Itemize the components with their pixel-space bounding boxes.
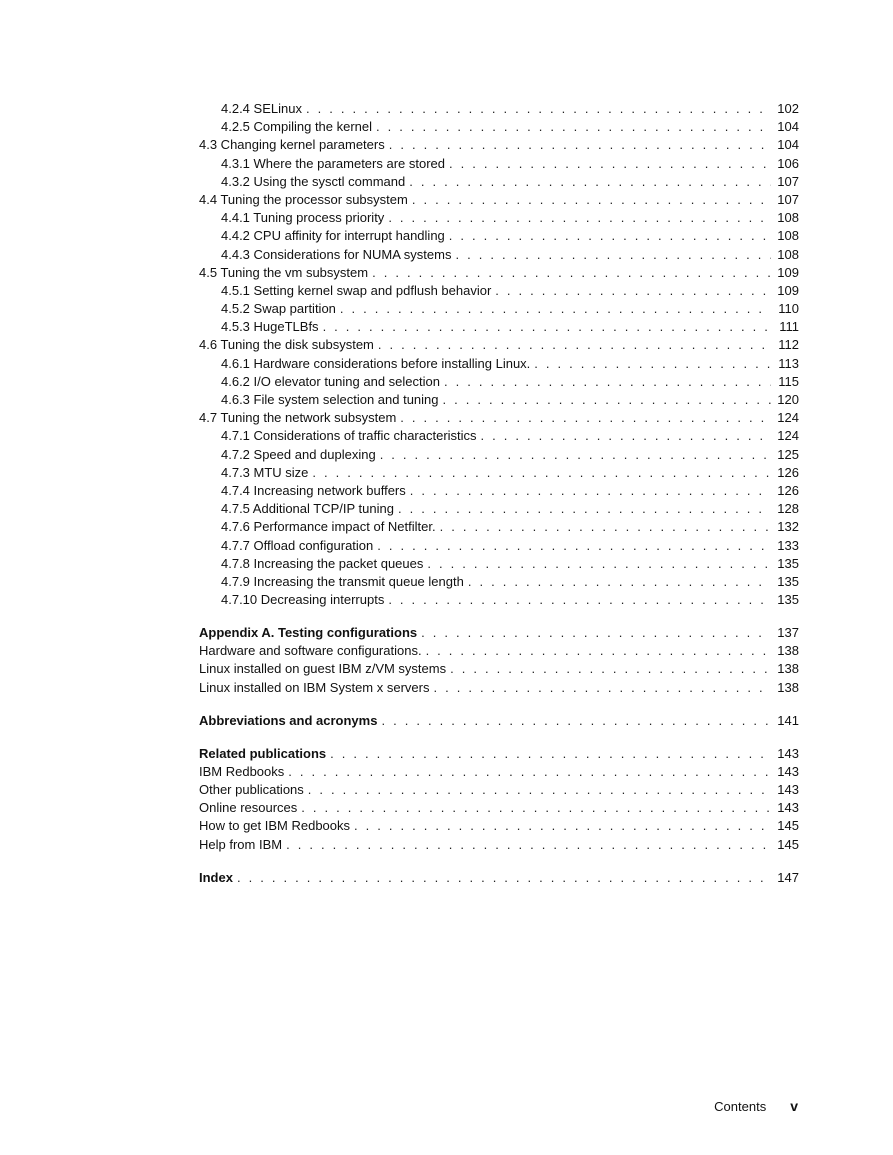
toc-entry[interactable] xyxy=(199,264,799,282)
toc-entry[interactable] xyxy=(199,355,799,373)
toc-entry-page: 138 xyxy=(777,643,799,659)
toc-entry-title: Linux installed on IBM System x servers xyxy=(199,679,430,695)
toc-entry-title: 4.6 Tuning the disk subsystem xyxy=(199,337,374,353)
toc-entry-title: 4.3.2 Using the sysctl command xyxy=(221,173,406,189)
toc-entry[interactable] xyxy=(199,781,799,799)
toc-entry[interactable] xyxy=(199,173,799,191)
toc-entry[interactable] xyxy=(199,246,799,264)
toc-entry[interactable] xyxy=(199,282,799,300)
toc-entry[interactable] xyxy=(199,679,799,697)
toc-entry-page: 108 xyxy=(777,246,799,262)
dot-leader xyxy=(301,799,771,817)
toc-entry-page: 143 xyxy=(777,763,799,779)
toc-entry[interactable] xyxy=(199,660,799,678)
toc-entry-page: 110 xyxy=(778,301,799,317)
toc-entry-page: 113 xyxy=(778,355,799,371)
toc-entry[interactable] xyxy=(199,391,799,409)
dot-leader xyxy=(377,537,771,555)
dot-leader xyxy=(412,191,771,209)
toc-entry-title: 4.4.1 Tuning process priority xyxy=(221,210,385,226)
toc-entry-title: 4.7.4 Increasing network buffers xyxy=(221,482,406,498)
toc-entry[interactable] xyxy=(199,817,799,835)
dot-leader xyxy=(388,591,771,609)
dot-leader xyxy=(468,573,771,591)
toc-entry-page: 106 xyxy=(777,155,799,171)
toc-entry-title: 4.2.5 Compiling the kernel xyxy=(221,119,373,135)
toc-entry-title: Hardware and software configurations. xyxy=(199,643,422,659)
dot-leader xyxy=(410,482,771,500)
toc-entry-page: 104 xyxy=(777,119,799,135)
toc-entry[interactable] xyxy=(199,518,799,536)
footer-section-label: Contents xyxy=(714,1099,767,1114)
toc-entry-page: 143 xyxy=(777,781,799,797)
toc-entry-title: 4.4.2 CPU affinity for interrupt handling xyxy=(221,228,445,244)
dot-leader xyxy=(378,336,771,354)
toc-entry-title: 4.6.1 Hardware considerations before installing Linux. xyxy=(221,355,531,371)
toc-entry-title: Index xyxy=(199,869,233,885)
toc-entry[interactable] xyxy=(199,155,799,173)
toc-entry[interactable] xyxy=(199,446,799,464)
toc-entry[interactable] xyxy=(199,209,799,227)
toc-entry-title: 4.7.6 Performance impact of Netfilter. xyxy=(221,519,436,535)
toc-entry[interactable] xyxy=(199,537,799,555)
toc-entry[interactable] xyxy=(199,500,799,518)
dot-leader xyxy=(381,712,771,730)
toc-entry-page: 143 xyxy=(777,745,799,761)
toc-entry-page: 138 xyxy=(777,661,799,677)
toc-entry[interactable] xyxy=(199,745,799,763)
toc-entry-title: 4.7.1 Considerations of traffic characteristics xyxy=(221,428,477,444)
dot-leader xyxy=(427,555,771,573)
toc-entry-page: 143 xyxy=(777,800,799,816)
dot-leader xyxy=(481,427,771,445)
toc-entry-page: 112 xyxy=(778,337,799,353)
toc-entry-title: 4.7 Tuning the network subsystem xyxy=(199,410,397,426)
dot-leader xyxy=(443,391,771,409)
dot-leader xyxy=(376,118,771,136)
toc-entry-page: 147 xyxy=(777,869,799,885)
toc-entry-title: 4.5 Tuning the vm subsystem xyxy=(199,264,369,280)
toc-entry-title: Linux installed on guest IBM z/VM systems xyxy=(199,661,447,677)
dot-leader xyxy=(306,100,771,118)
toc-entry[interactable] xyxy=(199,136,799,154)
toc-entry-title: Online resources xyxy=(199,800,298,816)
dot-leader xyxy=(433,679,771,697)
toc-entry[interactable] xyxy=(199,300,799,318)
toc-entry[interactable] xyxy=(199,100,799,118)
dot-leader xyxy=(330,745,771,763)
footer-page-number: v xyxy=(790,1098,798,1114)
toc-entry[interactable] xyxy=(199,464,799,482)
toc-entry-title: How to get IBM Redbooks xyxy=(199,818,351,834)
dot-leader xyxy=(286,836,771,854)
dot-leader xyxy=(495,282,771,300)
dot-leader xyxy=(389,136,771,154)
toc-entry-page: 115 xyxy=(778,373,799,389)
toc-entry-page: 124 xyxy=(777,410,799,426)
dot-leader xyxy=(450,660,771,678)
toc-entry-page: 126 xyxy=(777,482,799,498)
toc-entry-page: 137 xyxy=(777,625,799,641)
dot-leader xyxy=(312,464,771,482)
dot-leader xyxy=(398,500,771,518)
toc-entry[interactable] xyxy=(199,555,799,573)
toc-entry[interactable] xyxy=(199,624,799,642)
toc-entry-page: 133 xyxy=(777,537,799,553)
toc-entry-title: 4.7.3 MTU size xyxy=(221,464,309,480)
dot-leader xyxy=(380,446,771,464)
toc-entry-title: 4.7.8 Increasing the packet queues xyxy=(221,555,424,571)
dot-leader xyxy=(444,373,771,391)
toc-entry-page: 126 xyxy=(777,464,799,480)
toc-entry-title: 4.6.3 File system selection and tuning xyxy=(221,392,439,407)
dot-leader xyxy=(388,209,771,227)
toc-entry[interactable] xyxy=(199,712,799,730)
dot-leader xyxy=(354,817,771,835)
toc-entry-page: 102 xyxy=(777,101,799,116)
toc-entry-title: Other publications xyxy=(199,781,304,797)
toc-entry[interactable] xyxy=(199,318,799,336)
toc-entry-page: 111 xyxy=(779,319,799,335)
dot-leader xyxy=(449,227,771,245)
toc-entry-title: Help from IBM xyxy=(199,836,283,852)
toc-entry[interactable] xyxy=(199,591,799,609)
dot-leader xyxy=(237,869,771,887)
toc-entry-title: IBM Redbooks xyxy=(199,763,285,779)
toc-entry-page: 145 xyxy=(777,836,799,852)
toc-entry-page: 120 xyxy=(777,392,799,407)
toc-entry-title: Related publications xyxy=(199,745,327,761)
toc-entry-page: 109 xyxy=(777,282,799,298)
toc-entry[interactable] xyxy=(199,191,799,209)
toc-entry-title: 4.7.10 Decreasing interrupts xyxy=(221,592,385,608)
toc-entry-title: 4.7.2 Speed and duplexing xyxy=(221,446,376,462)
toc-entry-page: 104 xyxy=(777,137,799,153)
dot-leader xyxy=(372,264,771,282)
dot-leader xyxy=(308,781,771,799)
toc-entry[interactable] xyxy=(199,336,799,354)
toc-entry-title: 4.7.7 Offload configuration xyxy=(221,537,374,553)
toc-entry[interactable] xyxy=(199,799,799,817)
toc-entry[interactable] xyxy=(199,409,799,427)
toc-entry[interactable] xyxy=(199,227,799,245)
dot-leader xyxy=(409,173,771,191)
dot-leader xyxy=(421,624,771,642)
toc-entry-page: 145 xyxy=(777,818,799,834)
toc-entry-title: 4.5.3 HugeTLBfs xyxy=(221,319,319,335)
toc-entry[interactable] xyxy=(199,642,799,660)
toc-entry-title: Abbreviations and acronyms xyxy=(199,712,378,728)
toc-entry-page: 124 xyxy=(777,428,799,444)
toc-entry-page: 135 xyxy=(777,555,799,571)
toc-entry-page: 108 xyxy=(777,228,799,244)
toc-entry-title: 4.6.2 I/O elevator tuning and selection xyxy=(221,373,440,389)
toc-entry[interactable] xyxy=(199,763,799,781)
toc-entry-title: 4.4.3 Considerations for NUMA systems xyxy=(221,246,452,262)
toc-entry-title: 4.3 Changing kernel parameters xyxy=(199,137,385,153)
toc-entry[interactable] xyxy=(199,373,799,391)
toc-entry-page: 108 xyxy=(777,210,799,226)
toc-entry-title: 4.2.4 SELinux xyxy=(221,101,302,116)
dot-leader xyxy=(440,518,771,536)
toc-entry-title: 4.5.1 Setting kernel swap and pdflush behavior xyxy=(221,282,492,298)
toc-entry-title: 4.7.5 Additional TCP/IP tuning xyxy=(221,501,394,517)
dot-leader xyxy=(449,155,771,173)
toc-entry[interactable] xyxy=(199,427,799,445)
dot-leader xyxy=(288,763,771,781)
toc-entry[interactable] xyxy=(199,573,799,591)
toc-entry-title: 4.4 Tuning the processor subsystem xyxy=(199,191,408,207)
toc-entry[interactable] xyxy=(199,482,799,500)
toc-entry-title: 4.3.1 Where the parameters are stored xyxy=(221,155,446,171)
toc-entry-page: 135 xyxy=(777,573,799,589)
dot-leader xyxy=(340,300,771,318)
toc-entry[interactable] xyxy=(199,869,799,887)
toc-entry-page: 107 xyxy=(777,191,799,207)
toc-entry-page: 109 xyxy=(777,264,799,280)
toc-entry[interactable] xyxy=(199,836,799,854)
toc-entry-page: 125 xyxy=(777,446,799,462)
toc-entry-page: 141 xyxy=(777,712,799,728)
toc-entry-page: 138 xyxy=(777,679,799,695)
table-of-contents xyxy=(199,100,799,887)
dot-leader xyxy=(400,409,771,427)
toc-entry-page: 107 xyxy=(777,173,799,189)
toc-entry-title: 4.5.2 Swap partition xyxy=(221,301,336,317)
toc-entry-page: 135 xyxy=(777,592,799,608)
dot-leader xyxy=(534,355,771,373)
toc-entry-title: 4.7.9 Increasing the transmit queue length xyxy=(221,573,464,589)
dot-leader xyxy=(455,246,771,264)
toc-entry[interactable] xyxy=(199,118,799,136)
page-footer xyxy=(714,1098,798,1114)
toc-entry-page: 128 xyxy=(777,501,799,517)
toc-entry-title: Appendix A. Testing configurations xyxy=(199,625,418,641)
toc-entry-page: 132 xyxy=(777,519,799,535)
dot-leader xyxy=(323,318,771,336)
dot-leader xyxy=(426,642,771,660)
